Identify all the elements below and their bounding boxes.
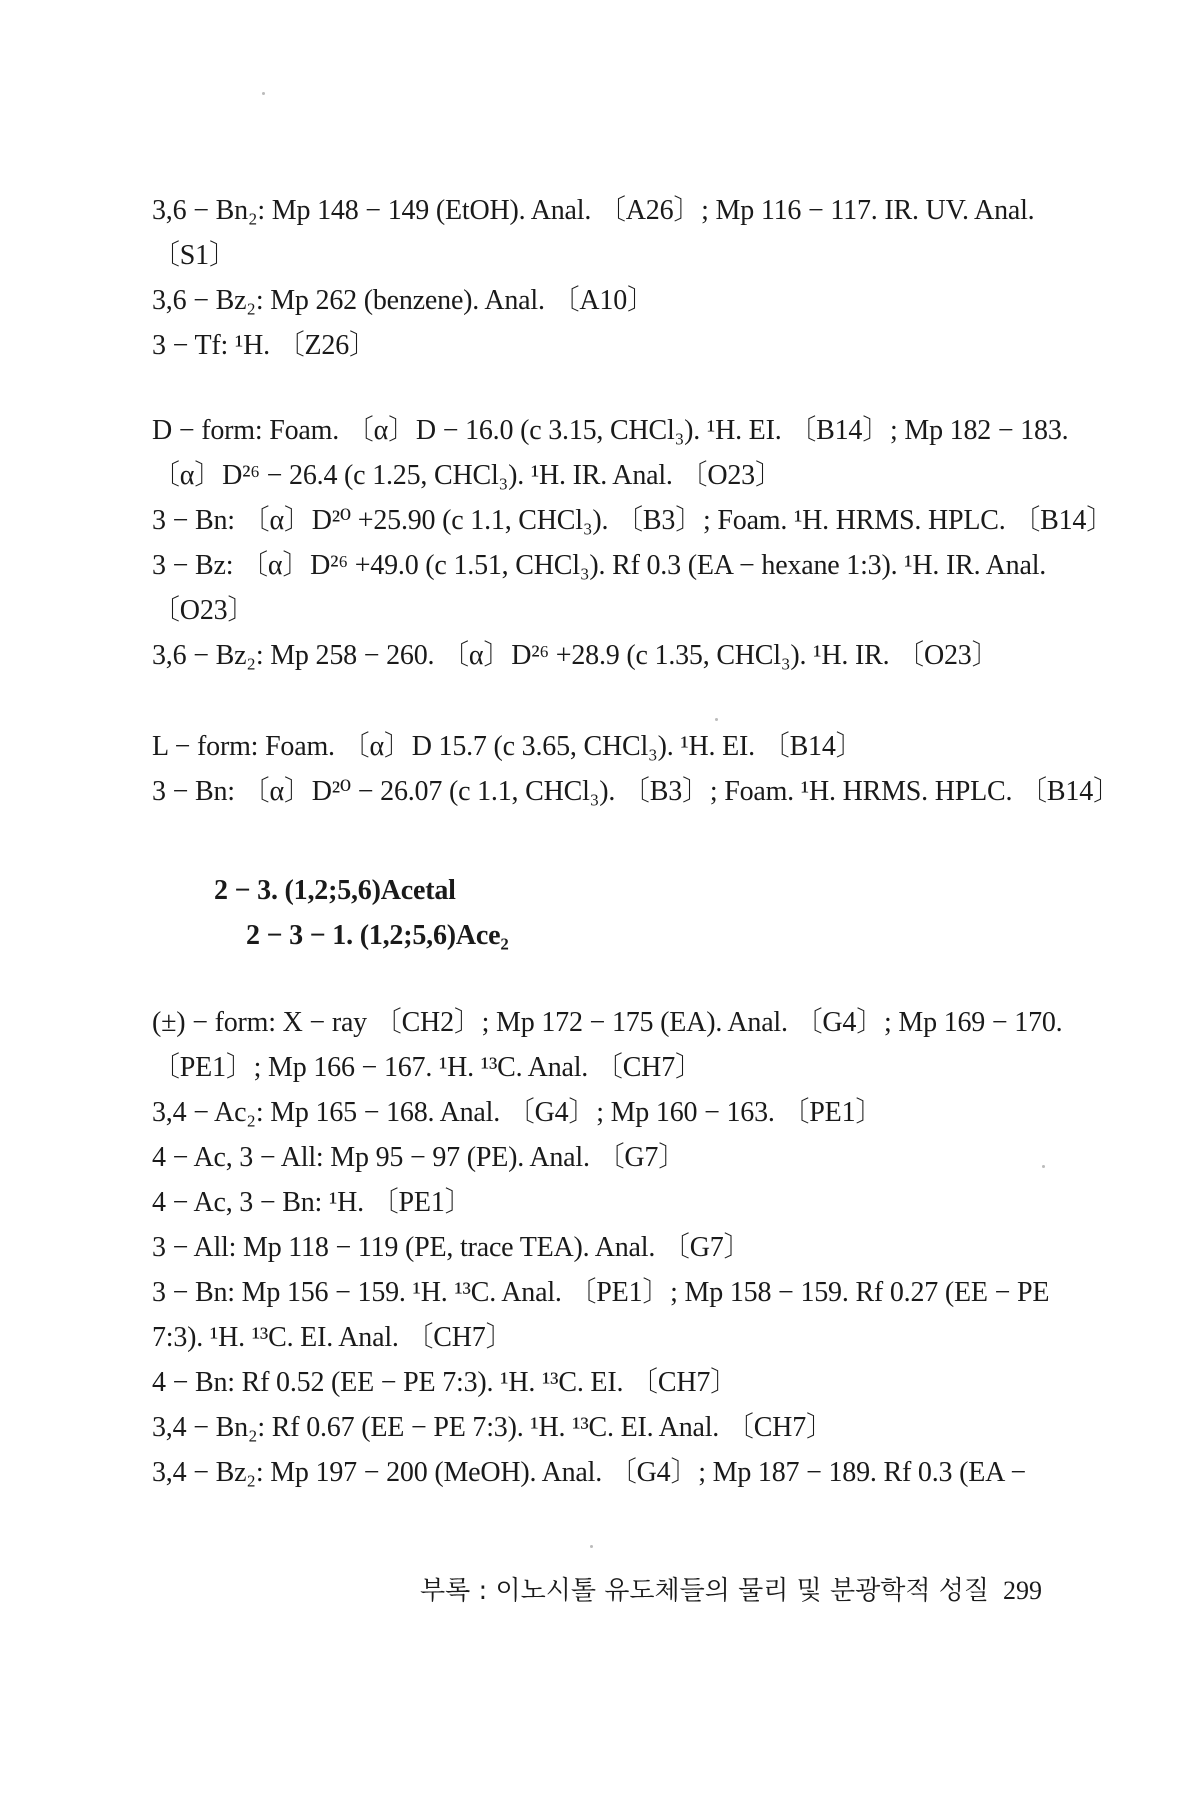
subsection-heading: 2 − 3 − 1. (1,2;5,6)Ace₂: [246, 920, 509, 951]
entry-line: 3 − Tf: ¹H. 〔Z26〕: [152, 330, 377, 361]
entry-line: 3,6 − Bz₂: Mp 262 (benzene). Anal. 〔A10〕: [152, 285, 655, 316]
section-heading: 2 − 3. (1,2;5,6)Acetal: [214, 875, 456, 906]
entry-line: 〔α〕D²⁶ − 26.4 (c 1.25, CHCl₃). ¹H. IR. Anal. 〔O23〕: [152, 460, 783, 491]
entry-line: L − form: Foam. 〔α〕D 15.7 (c 3.65, CHCl₃). ¹H. EI. 〔B14〕: [152, 731, 864, 762]
entry-line: 3,4 − Bz₂: Mp 197 − 200 (MeOH). Anal. 〔G4〕; Mp 187 − 189. Rf 0.3 (EA −: [152, 1457, 1027, 1488]
entry-line: 3 − Bn: 〔α〕D²⁰ − 26.07 (c 1.1, CHCl₃). 〔B3〕; Foam. ¹H. HRMS. HPLC. 〔B14〕: [152, 776, 1121, 807]
entry-block-bn-bz-tf: [152, 188, 1052, 368]
page-footer: [420, 1570, 1042, 1607]
entry-block-d-form: [152, 408, 1115, 678]
entry-line: 3 − Bz: 〔α〕D²⁶ +49.0 (c 1.51, CHCl₃). Rf 0.3 (EA − hexane 1:3). ¹H. IR. Anal.: [152, 550, 1047, 581]
entry-line: 〔S1〕: [152, 240, 237, 271]
entry-line: 3,6 − Bz₂: Mp 258 − 260. 〔α〕D²⁶ +28.9 (c 1.35, CHCl₃). ¹H. IR. 〔O23〕: [152, 640, 1000, 671]
entry-line: (±) − form: X − ray 〔CH2〕; Mp 172 − 175 (EA). Anal. 〔G4〕; Mp 169 − 170.: [152, 1007, 1063, 1038]
entry-line: 3,4 − Bn₂: Rf 0.67 (EE − PE 7:3). ¹H. ¹³C. EI. Anal. 〔CH7〕: [152, 1412, 834, 1443]
entry-line: 3,4 − Ac₂: Mp 165 − 168. Anal. 〔G4〕; Mp 160 − 163. 〔PE1〕: [152, 1097, 884, 1128]
section-headings: [152, 868, 1052, 958]
entry-block-l-form: [152, 724, 1121, 814]
entry-line: 3 − Bn: 〔α〕D²⁰ +25.90 (c 1.1, CHCl₃). 〔B3〕; Foam. ¹H. HRMS. HPLC. 〔B14〕: [152, 505, 1115, 536]
entry-line: 4 − Ac, 3 − All: Mp 95 − 97 (PE). Anal. 〔G7〕: [152, 1142, 687, 1173]
entry-line: 4 − Ac, 3 − Bn: ¹H. 〔PE1〕: [152, 1187, 473, 1218]
entry-line: 3,6 − Bn₂: Mp 148 − 149 (EtOH). Anal. 〔A26〕; Mp 116 − 117. IR. UV. Anal.: [152, 195, 1035, 226]
running-title: 부록 : 이노시톨 유도체들의 물리 및 분광학적 성질: [420, 1576, 989, 1606]
scan-speck: [262, 92, 265, 95]
page-number: 299: [1002, 1576, 1042, 1605]
entry-line: 7:3). ¹H. ¹³C. EI. Anal. 〔CH7〕: [152, 1322, 514, 1353]
scan-speck: [590, 1545, 593, 1548]
entry-line: D − form: Foam. 〔α〕D − 16.0 (c 3.15, CHCl₃). ¹H. EI. 〔B14〕; Mp 182 − 183.: [152, 415, 1069, 446]
entry-line: 3 − Bn: Mp 156 − 159. ¹H. ¹³C. Anal. 〔PE1〕; Mp 158 − 159. Rf 0.27 (EE − PE: [152, 1277, 1050, 1308]
entry-block-ace2: [152, 1000, 1063, 1495]
entry-line: 4 − Bn: Rf 0.52 (EE − PE 7:3). ¹H. ¹³C. EI. 〔CH7〕: [152, 1367, 738, 1398]
entry-line: 〔PE1〕; Mp 166 − 167. ¹H. ¹³C. Anal. 〔CH7〕: [152, 1052, 703, 1083]
scan-speck: [715, 718, 718, 721]
entry-line: 3 − All: Mp 118 − 119 (PE, trace TEA). Anal. 〔G7〕: [152, 1232, 752, 1263]
entry-line: 〔O23〕: [152, 595, 256, 626]
